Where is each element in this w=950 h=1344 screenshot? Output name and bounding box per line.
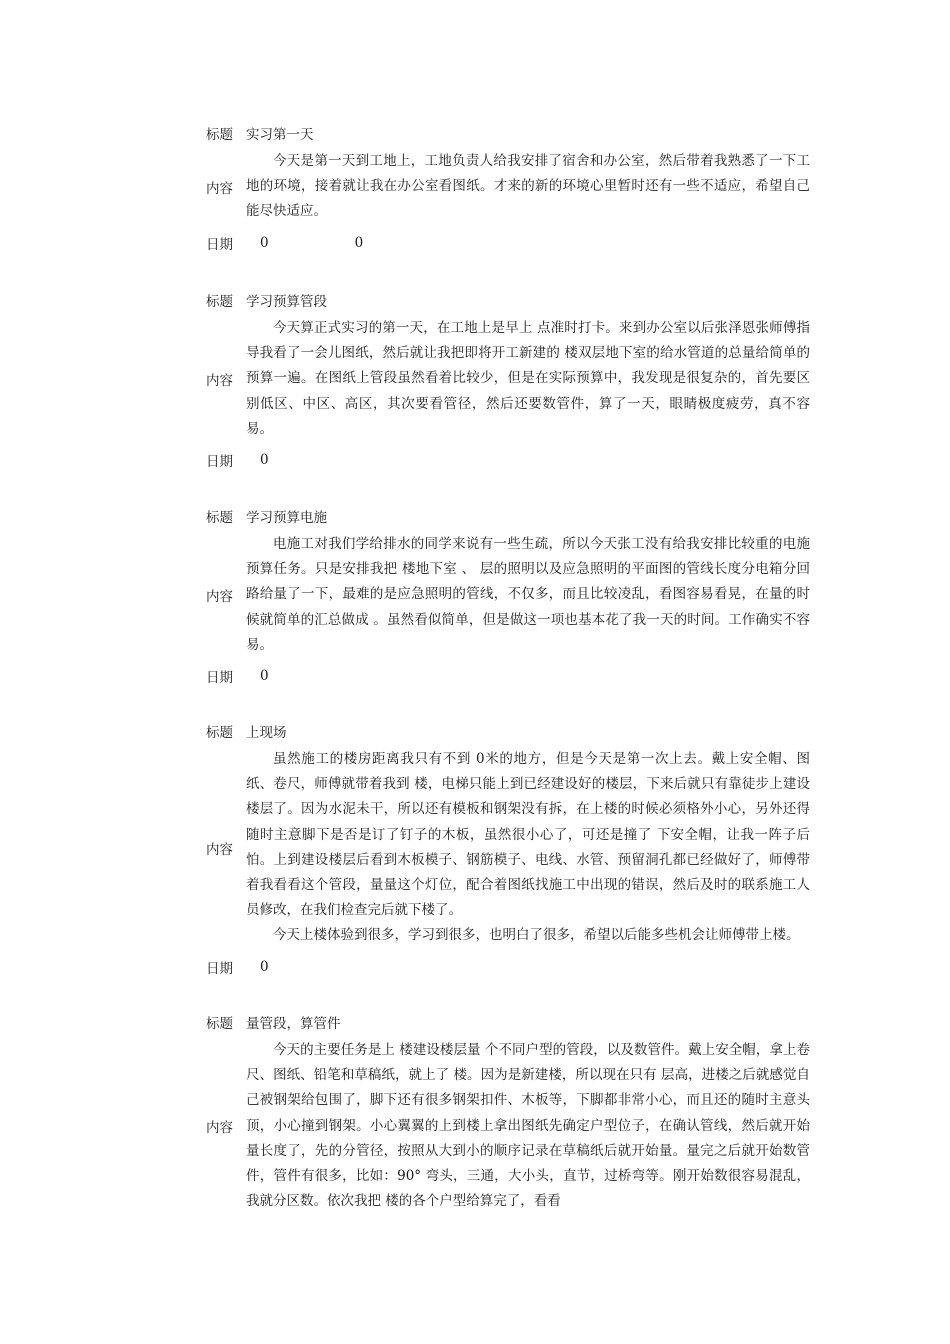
title-label: 标题 — [206, 725, 233, 741]
title-label: 标题 — [206, 127, 233, 143]
entry-title: 学习预算电施 — [246, 510, 327, 526]
entry-content — [246, 1038, 810, 1214]
date-label: 日期 — [206, 454, 233, 471]
entry-title: 实习第一天 — [246, 127, 314, 143]
entry-title-row — [206, 719, 810, 743]
content-label: 内容 — [206, 1120, 233, 1137]
entry-title-row — [206, 1010, 810, 1034]
date-label: 日期 — [206, 670, 233, 687]
title-label: 标题 — [206, 1016, 233, 1032]
entry-content — [246, 747, 810, 949]
entry-content — [246, 149, 810, 225]
entry-title: 量管段，算管件 — [246, 1016, 341, 1032]
entry-content — [246, 532, 810, 658]
entry-date: 0 — [260, 452, 269, 469]
content-paragraph: 今天是第一天到工地上，工地负责人给我安排了宿舍和办公室，然后带着我熟悉了一下工地的环境，接着就让我在办公室看图纸。才来的新的环境心里暂时还有一些不适应，希望自己能尽快适应。 — [246, 153, 810, 220]
log-entry — [206, 288, 810, 472]
content-paragraph: 电施工对我们学给排水的同学来说有一些生疏，所以今天张工没有给我安排比较重的电施预算任务。只是安排我把 楼地下室 、 层的照明以及应急照明的平面图的管线长度分电箱分回路给量了一下，最难的是应急照明的管线，不仅多，而且比较凌乱，看图容易看晃，在量的时候就简单的汇总做成 。虽然看似简单，但是做这一项也基本花了我一天的时间。工作确实不容易。 — [246, 536, 810, 653]
entry-content-row — [206, 1038, 810, 1214]
content-label: 内容 — [206, 841, 233, 858]
entry-title-row — [206, 504, 810, 528]
entry-date-row — [206, 448, 810, 472]
date-label: 日期 — [206, 236, 233, 253]
entry-date-row — [206, 664, 810, 688]
content-label: 内容 — [206, 589, 233, 605]
entry-date: 0 — [260, 958, 269, 975]
title-label: 标题 — [206, 510, 233, 526]
content-paragraph: 虽然施工的楼房距离我只有不到 0米的地方，但是今天是第一次上去。戴上安全帽、图纸、卷尺，师傅就带着我到 楼，电梯只能上到已经建设好的楼层，下来后就只有靠徒步上建设楼层了。因为水泥未干，所以还有模板和钢架没有拆，在上楼的时候必须格外小心，另外还得随时主意脚下是否是订了钉子的木板，虽然很小心了，可还是撞了 下安全帽，让我一阵子后怕。上到建设楼层后看到木板模子、钢筋模子、电线、水管、预留洞孔都已经做好了，师傅带着我看看这个管段，量量这个灯位，配合着图纸找施工中出现的错误，然后及时的联系施工人员修改，在我们检查完后就下楼了。 — [246, 751, 810, 919]
entry-content — [246, 316, 810, 442]
entry-date-row — [206, 955, 810, 979]
content-paragraph: 今天上楼体验到很多，学习到很多，也明白了很多，希望以后能多些机会让师傅带上楼。 — [273, 927, 800, 944]
entry-date: 0 — [260, 234, 269, 251]
content-label: 内容 — [206, 180, 233, 197]
entry-content-row — [206, 149, 810, 225]
entry-title-row — [206, 288, 810, 312]
entry-date-secondary: 0 — [354, 234, 364, 251]
content-label: 内容 — [206, 373, 233, 389]
content-paragraph: 今天的主要任务是上 楼建设楼层量 个不同户型的管段，以及数管件。戴上安全帽，拿上卷尺、图纸、铅笔和草稿纸，就上了 楼。因为是新建楼，所以现在只有 层高，进楼之后就感觉自己被钢架给包围了，脚下还有很多钢架扣件、木板等，下脚都非常小心，而且还的随时主意头顶，小心撞到钢架。小心翼翼的上到楼上拿出图纸先确定户型位子，在确认管线，然后就开始量长度了，先的分管径，按照从大到小的顺序记录在草稿纸后就开始量。量完之后就开始数管件，管件有很多，比如：90° 弯头，三通，大小头，直节，过桥弯等。刚开始数很容易混乱，我就分区数。依次我把 楼的各个户型给算完了，看看 — [246, 1042, 810, 1210]
entry-content-row — [206, 316, 810, 442]
date-label: 日期 — [206, 960, 233, 977]
log-entry — [206, 504, 810, 688]
entry-content-row — [206, 747, 810, 949]
log-entry — [206, 121, 810, 255]
content-paragraph: 今天算正式实习的第一天，在工地上是早上 点准时打卡。来到办公室以后张泽恩张师傅指导我看了一会儿图纸，然后就让我把即将开工新建的 楼双层地下室的给水管道的总量给简单的预算一遍。在图纸上管段虽然看着比较少，但是在实际预算中，我发现是很复杂的，首先要区别低区、中区、高区，其次要看管径，然后还要数管件，算了一天，眼睛极度疲劳，真不容易。 — [246, 320, 810, 437]
entry-content-row — [206, 532, 810, 658]
title-label: 标题 — [206, 294, 233, 310]
entry-title: 学习预算管段 — [246, 294, 327, 310]
log-entry — [206, 1010, 810, 1214]
entry-date: 0 — [260, 668, 269, 685]
entry-title: 上现场 — [246, 725, 287, 741]
log-entry — [206, 719, 810, 979]
entry-date-row — [206, 231, 810, 255]
entry-title-row — [206, 121, 810, 145]
